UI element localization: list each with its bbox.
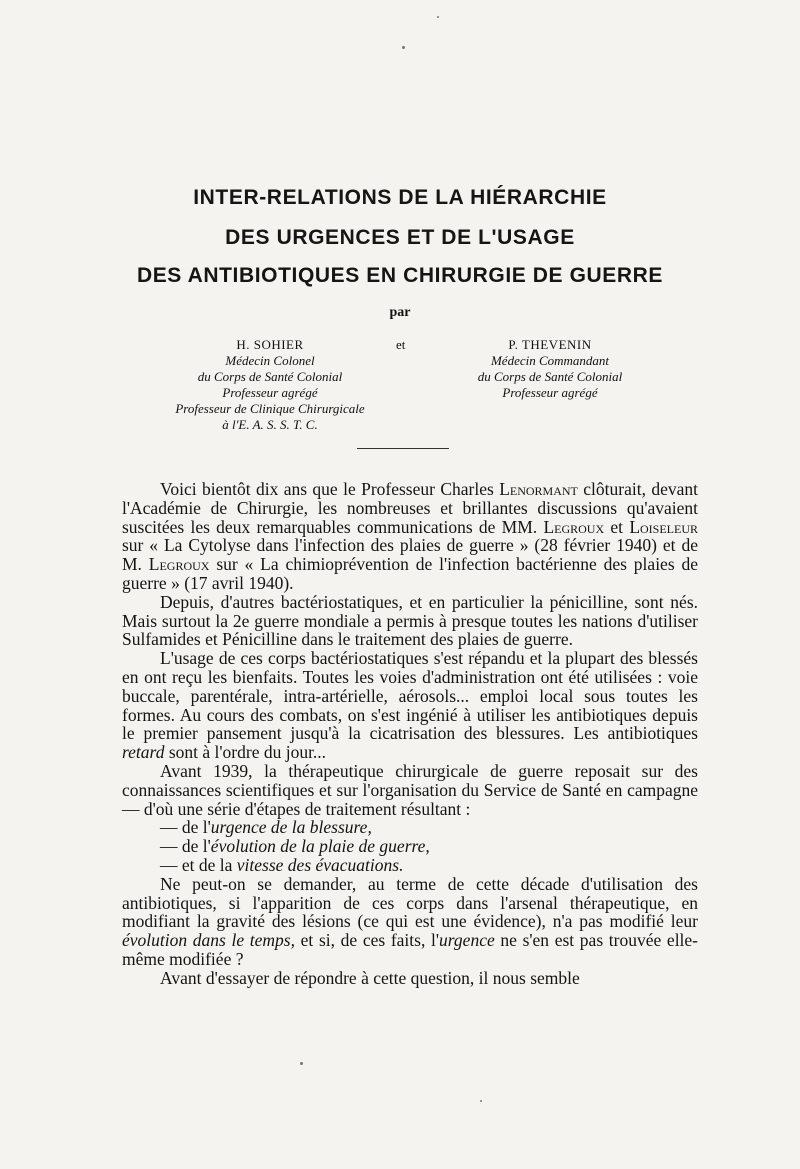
- scan-speck: [402, 46, 405, 49]
- by-label: par: [389, 305, 411, 320]
- list-item: — et de la vitesse des évacuations.: [160, 854, 404, 875]
- author-name: H. SOHIER: [236, 337, 304, 352]
- author-role: Médecin Commandant: [490, 353, 610, 368]
- paragraph-5: Ne peut-on se demander, au terme de cette décade d'utilisation des antibiotiques, si l'apparition de ces corps dans l'arsenal thérapeutique, en modifiant la gravité des lésions (ce qui est une évidence), n'a pas modifié leur évolution dans le temps, et si, de ces faits, l'urgence ne s'en est pas trouvée elle-même modifiée ?: [122, 873, 699, 969]
- paragraph-4: Avant 1939, la thérapeutique chirurgicale de guerre reposait sur des connaissances scientifiques et sur l'organisation du Service de Santé en campagne — d'où une série d'étapes de traitement résultant :: [122, 760, 698, 819]
- author-role: Professeur agrégé: [222, 385, 318, 400]
- and-label: et: [396, 337, 406, 352]
- paragraph-2: Depuis, d'autres bactériostatiques, et en particulier la pénicilline, sont nés. Mais surtout la 2e guerre mondiale a permis à presque toutes les nations d'utiliser Sulfamides et Pénicilline dans le traitement des plaies de guerre.: [122, 591, 698, 650]
- scan-speck: [437, 16, 439, 18]
- author-role: Professeur de Clinique Chirurgicale: [175, 401, 365, 416]
- paragraph-1: Voici bientôt dix ans que le Professeur Charles Lenormant clôturait, devant l'Académie de Chirurgie, les nombreuses et brillantes discussions qu'avaient suscitées les deux remarquables communications de MM. Legroux et Loiseleur sur « La Cytolyse dans l'infection des plaies de guerre » (28 février 1940) et de M. Legroux sur « La chimioprévention de l'infection bactérienne des plaies de guerre » (17 avril 1940).: [122, 479, 698, 593]
- article-body: [122, 480, 698, 988]
- title-line-2: DES URGENCES ET DE L'USAGE: [225, 226, 575, 249]
- author-role: Médecin Colonel: [225, 353, 315, 368]
- paragraph-3: L'usage de ces corps bactériostatiques s'est répandu et la plupart des blessés en ont reçu les bienfaits. Toutes les voies d'administration ont été utilisées : voie buccale, parentérale, intra-artérielle, aérosols... emploi local sous toutes les formes. Au cours des combats, on s'est ingénié à utiliser les antibiotiques depuis le premier pansement jusqu'à la cicatrisation des blessures. Les antibiotiques retard sont à l'ordre du jour...: [122, 648, 698, 763]
- paragraph-6: Avant d'essayer de répondre à cette question, il nous semble: [160, 967, 580, 988]
- title-line-3: DES ANTIBIOTIQUES EN CHIRURGIE DE GUERRE: [136, 264, 664, 287]
- author-role: du Corps de Santé Colonial: [197, 369, 343, 384]
- author-name: P. THEVENIN: [508, 337, 592, 352]
- author-sohier: [130, 337, 410, 433]
- author-role: à l'E. A. S. S. T. C.: [222, 417, 318, 432]
- list-item: — de l'évolution de la plaie de guerre,: [160, 836, 430, 857]
- list-item: — de l'urgence de la blessure,: [160, 817, 372, 838]
- scan-speck: [480, 1100, 482, 1102]
- author-role: Professeur agrégé: [502, 385, 598, 400]
- author-thevenin: [430, 337, 670, 401]
- scan-speck: [300, 1062, 303, 1065]
- separator-rule: [357, 448, 449, 449]
- title-line-1: INTER-RELATIONS DE LA HIÉRARCHIE: [193, 186, 607, 209]
- author-role: du Corps de Santé Colonial: [477, 369, 623, 384]
